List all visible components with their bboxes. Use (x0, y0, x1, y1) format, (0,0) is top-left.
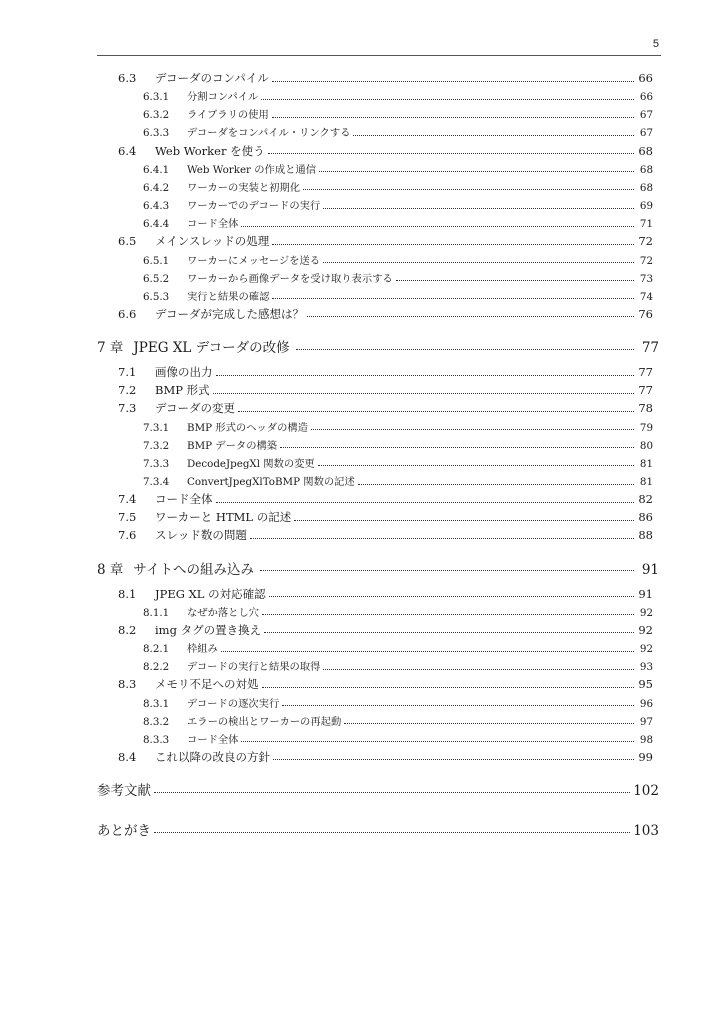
toc-entry-page: 103 (633, 823, 659, 840)
toc-entry[interactable] (118, 586, 653, 604)
toc-entry-page: 93 (639, 661, 653, 674)
toc-entry[interactable] (118, 509, 653, 527)
toc-entry-title: ワーカーの実装と初期化 (187, 181, 301, 194)
toc-entry-title: JPEG XL デコーダの改修 (133, 340, 290, 357)
toc-entry-page: 91 (641, 561, 659, 578)
toc-entry-number: 6.4.1 (143, 163, 170, 176)
page-number: 5 (652, 38, 659, 50)
toc-entry-title: デコーダをコンパイル・リンクする (187, 127, 351, 140)
toc-entry-page: 76 (638, 306, 653, 321)
toc-entry-title: BMP 形式のヘッダの構造 (187, 421, 308, 434)
toc-entry-title: メモリ不足への対処 (155, 677, 259, 692)
toc-entry-page: 77 (638, 365, 653, 380)
toc-entry[interactable] (143, 419, 653, 437)
toc-entry-number: 7.4 (118, 492, 137, 507)
dot-leader (216, 375, 635, 376)
dot-leader (238, 411, 634, 412)
toc-entry-page: 82 (638, 492, 653, 507)
dot-leader (268, 153, 634, 154)
toc-entry[interactable] (118, 70, 653, 88)
dot-leader (272, 244, 634, 245)
dot-leader (221, 651, 634, 652)
toc-entry-title: 参考文献 (97, 783, 151, 800)
dot-leader (282, 705, 634, 706)
toc-entry-page: 92 (639, 606, 653, 619)
toc-entry-number: 7.3.4 (143, 476, 170, 488)
dot-leader (241, 741, 634, 742)
toc-entry-title: 画像の出力 (155, 365, 213, 380)
header-rule (97, 55, 661, 56)
toc-entry[interactable] (143, 473, 653, 491)
toc-entry-title: DecodeJpegXl 関数の変更 (187, 457, 315, 470)
dot-leader (307, 316, 634, 317)
toc-entry-title: Web Worker を使う (155, 143, 265, 158)
toc-entry[interactable] (143, 604, 653, 622)
dot-leader (358, 484, 634, 485)
toc-entry[interactable] (143, 640, 653, 658)
dot-leader (318, 465, 634, 466)
dot-leader (216, 502, 635, 503)
toc-entry[interactable] (143, 124, 653, 142)
toc-entry-title: サイトへの組み込み (133, 561, 254, 578)
dot-leader (353, 135, 634, 136)
dot-leader (323, 208, 634, 209)
toc-entry[interactable] (143, 731, 653, 749)
toc-entry-title: Web Worker の作成と通信 (187, 163, 317, 176)
toc-entry[interactable] (118, 622, 653, 640)
toc-entry[interactable] (143, 455, 653, 473)
dot-leader (241, 226, 634, 227)
dot-leader (262, 687, 635, 688)
dot-leader (344, 723, 634, 724)
toc-entry-page: 68 (639, 181, 653, 194)
toc-entry-page: 78 (638, 401, 653, 416)
toc-entry-page: 92 (638, 622, 653, 637)
dot-leader (272, 81, 634, 82)
toc-entry-number: 8.2 (118, 622, 137, 637)
toc-entry[interactable] (143, 197, 653, 215)
toc-entry-page: 71 (639, 218, 653, 231)
dot-leader (294, 520, 634, 521)
toc-entry[interactable] (118, 400, 653, 418)
toc-entry-page: 72 (639, 254, 653, 267)
dot-leader (269, 596, 634, 597)
toc-entry-number: 8.4 (118, 749, 137, 764)
toc-entry-title: なぜか落とし穴 (187, 606, 260, 619)
toc-entry-number: 6.4.4 (143, 218, 170, 231)
toc-entry-number: 7.1 (118, 365, 137, 380)
toc-entry-number: 6.3.2 (143, 109, 170, 122)
toc-entry[interactable] (143, 713, 653, 731)
dot-leader (272, 117, 634, 118)
dot-leader (262, 614, 634, 615)
toc-entry-page: 92 (639, 643, 653, 656)
toc-entry-number: 6.3.1 (143, 91, 170, 104)
dot-leader (303, 189, 634, 190)
toc-entry-page: 99 (638, 749, 653, 764)
toc-entry-page: 79 (639, 421, 653, 434)
toc-chapter-entry[interactable] (97, 819, 659, 841)
toc-entry[interactable] (118, 364, 653, 382)
toc-entry-page: 102 (633, 783, 659, 800)
toc-entry-number: 7 章 (97, 340, 124, 357)
dot-leader (323, 262, 634, 263)
toc-entry[interactable] (118, 749, 653, 767)
toc-entry-title: ワーカーでのデコードの実行 (187, 200, 321, 213)
toc-entry-number: 8.2.1 (143, 643, 170, 656)
toc-entry-page: 72 (638, 234, 653, 249)
toc-entry[interactable] (143, 179, 653, 197)
toc-entry-title: あとがき (97, 823, 151, 840)
toc-entry-title: スレッド数の問題 (155, 528, 247, 543)
toc-chapter-entry[interactable] (97, 336, 659, 358)
dot-leader (323, 669, 634, 670)
toc-entry-number: 7.3.1 (143, 421, 170, 434)
toc-entry-title: コード全体 (187, 218, 239, 231)
dot-leader (154, 792, 630, 793)
toc-entry-page: 97 (639, 715, 653, 728)
toc-entry[interactable] (118, 676, 653, 694)
dot-leader (311, 429, 634, 430)
toc-entry[interactable] (118, 143, 653, 161)
toc-entry-title: デコーダが完成した感想は？ (155, 306, 305, 321)
dot-leader (280, 447, 634, 448)
toc-entry-title: BMP 形式 (155, 383, 210, 398)
toc-entry-title: コード全体 (155, 492, 213, 507)
toc-entry[interactable] (143, 288, 653, 306)
toc-entry-page: 67 (639, 127, 653, 140)
toc-entry-page: 67 (639, 109, 653, 122)
dot-leader (273, 759, 634, 760)
toc-entry-title: エラーの検出とワーカーの再起動 (187, 715, 342, 728)
toc-entry-number: 8 章 (97, 561, 124, 578)
toc-entry-title: img タグの置き換え (155, 622, 262, 637)
dot-leader (213, 393, 634, 394)
toc-entry[interactable] (143, 215, 653, 233)
dot-leader (264, 632, 634, 633)
toc-entry-page: 95 (638, 677, 653, 692)
toc-entry[interactable] (143, 437, 653, 455)
toc-entry-number: 7.6 (118, 528, 137, 543)
toc-entry-number: 8.3.3 (143, 733, 170, 746)
toc-entry[interactable] (118, 233, 653, 251)
toc-entry-page: 73 (639, 272, 653, 285)
toc-entry-number: 6.5 (118, 234, 137, 249)
toc-chapter-entry[interactable] (97, 558, 659, 580)
toc-entry-page: 98 (639, 733, 653, 746)
toc-entry-number: 6.5.1 (143, 254, 170, 267)
toc-entry-title: デコーダの変更 (155, 401, 236, 416)
toc-entry-number: 8.3.1 (143, 697, 170, 710)
toc-entry-page: 66 (638, 71, 653, 85)
dot-leader (154, 832, 630, 833)
dot-leader (296, 349, 634, 350)
toc-entry-title: 分割コンパイル (187, 91, 259, 104)
toc-entry-number: 7.2 (118, 383, 137, 398)
toc-entry-page: 91 (638, 586, 653, 601)
toc-entry-page: 68 (638, 143, 653, 158)
toc-entry-title: デコードの逐次実行 (187, 697, 280, 710)
toc-entry-page: 77 (641, 340, 659, 357)
toc-entry-number: 6.3 (118, 71, 137, 85)
toc-entry[interactable] (118, 382, 653, 400)
toc-entry-number: 6.4 (118, 143, 137, 158)
dot-leader (396, 280, 634, 281)
toc-entry-number: 8.3.2 (143, 715, 170, 728)
toc-entry-title: これ以降の改良の方針 (155, 749, 270, 764)
toc-entry-number: 8.2.2 (143, 661, 170, 674)
dot-leader (261, 99, 634, 100)
toc-entry[interactable] (118, 527, 653, 545)
toc-entry-page: 86 (638, 510, 653, 525)
toc-entry-number: 7.3.2 (143, 439, 170, 452)
toc-entry-title: メインスレッドの処理 (155, 234, 270, 249)
toc-entry-title: ライブラリの使用 (187, 109, 269, 122)
toc-entry[interactable] (143, 658, 653, 676)
toc-entry-page: 81 (639, 476, 653, 488)
toc-entry-title: ワーカーにメッセージを送る (187, 254, 321, 267)
toc-entry-page: 81 (639, 457, 653, 470)
toc-entry-number: 7.3 (118, 401, 137, 416)
toc-entry-number: 6.6 (118, 306, 137, 321)
toc-entry-number: 6.3.3 (143, 127, 170, 140)
dot-leader (319, 171, 634, 172)
toc-entry[interactable] (143, 161, 653, 179)
toc-entry-number: 7.5 (118, 510, 137, 525)
toc-entry[interactable] (143, 695, 653, 713)
dot-leader (250, 538, 634, 539)
toc-entry-page: 88 (638, 528, 653, 543)
toc-entry-number: 7.3.3 (143, 457, 170, 470)
toc-entry-title: ワーカーから画像データを受け取り表示する (187, 272, 393, 285)
toc-entry[interactable] (143, 106, 653, 124)
toc-entry-page: 69 (639, 200, 653, 213)
toc-entry-title: コード全体 (187, 733, 239, 746)
toc-entry-page: 66 (639, 91, 653, 104)
toc-entry-page: 96 (639, 697, 653, 710)
toc-entry-number: 8.1.1 (143, 606, 170, 619)
toc-entry-number: 8.1 (118, 586, 137, 601)
toc-entry-title: ConvertJpegXlToBMP 関数の記述 (187, 476, 355, 488)
toc-entry-title: JPEG XL の対応確認 (155, 586, 266, 601)
toc-entry[interactable] (143, 252, 653, 270)
toc-entry-page: 68 (639, 163, 653, 176)
toc-entry-number: 6.5.3 (143, 290, 170, 303)
toc-entry-number: 6.5.2 (143, 272, 170, 285)
toc-entry-title: デコーダのコンパイル (155, 71, 269, 85)
toc-entry[interactable] (143, 270, 653, 288)
toc-entry-title: ワーカーと HTML の記述 (155, 510, 292, 525)
dot-leader (272, 298, 634, 299)
toc-entry-page: 80 (639, 439, 653, 452)
toc-entry-number: 6.4.3 (143, 200, 170, 213)
toc-entry-title: 実行と結果の確認 (187, 290, 270, 303)
toc-entry[interactable] (118, 306, 653, 324)
toc-entry[interactable] (118, 491, 653, 509)
toc-entry-title: 枠組み (187, 643, 218, 656)
toc-entry-title: デコードの実行と結果の取得 (187, 661, 321, 674)
toc-entry-page: 74 (639, 290, 653, 303)
toc-entry-title: BMP データの構築 (187, 439, 278, 452)
toc-entry[interactable] (143, 88, 653, 106)
toc-chapter-entry[interactable] (97, 779, 659, 801)
toc-entry-number: 6.4.2 (143, 181, 170, 194)
toc-entry-page: 77 (638, 383, 653, 398)
toc-entry-number: 8.3 (118, 677, 137, 692)
dot-leader (260, 570, 634, 571)
